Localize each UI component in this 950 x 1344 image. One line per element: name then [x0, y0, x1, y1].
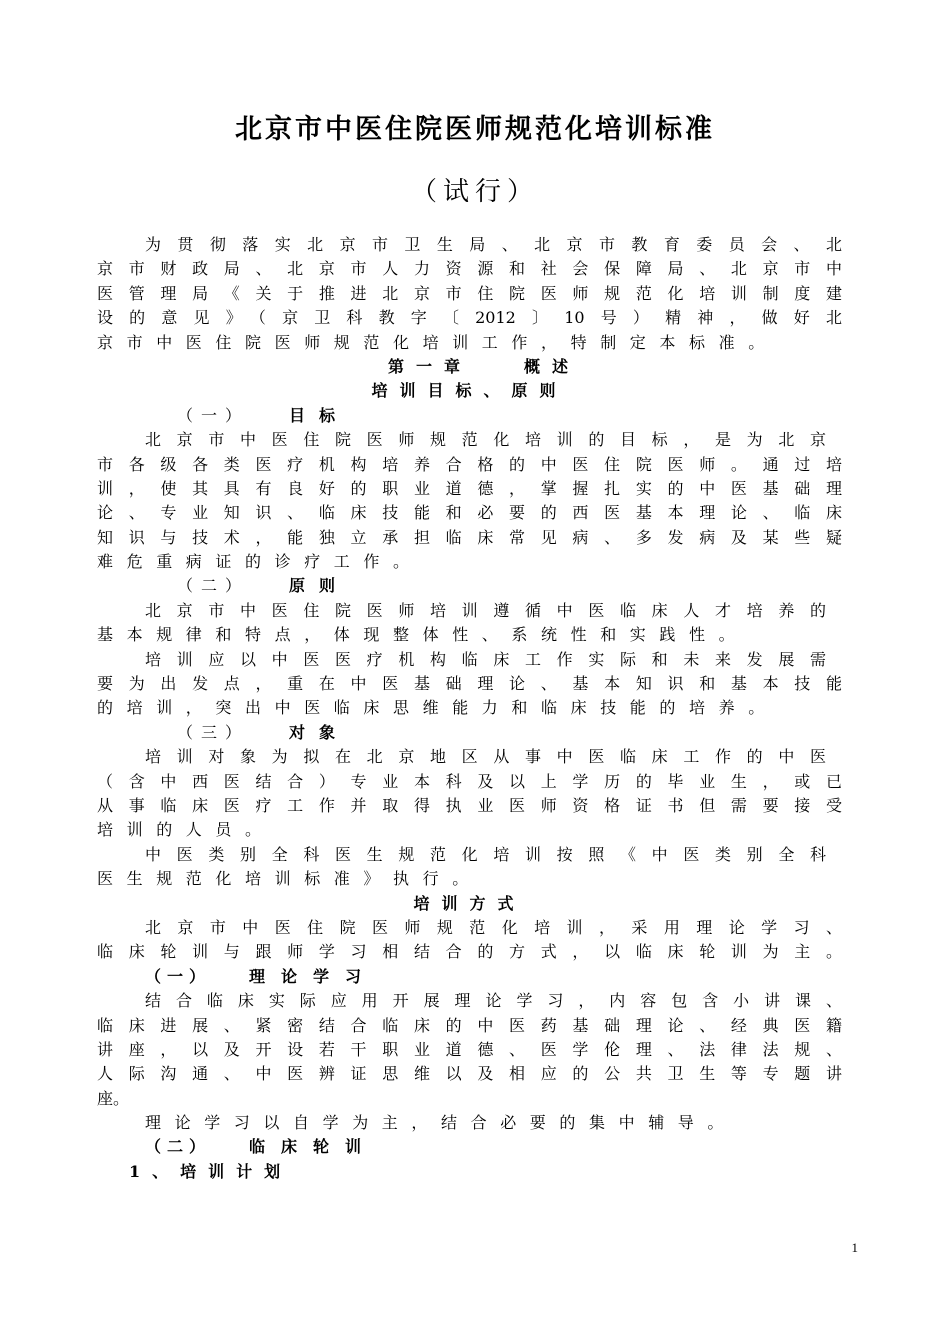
paragraph-line: 临床轮训与跟师学习相结合的方式，以临床轮训为主。 [97, 942, 842, 962]
paragraph-line: 人际沟通、中医辨证思维以及相应的公共卫生等专题讲 [97, 1064, 842, 1084]
paragraph-line: 临床进展、紧密结合临床的中医药基础理论、经典医籍 [97, 1015, 842, 1035]
paragraph-line: 从事临床医疗工作并取得执业医师资格证书但需要接受 [97, 795, 842, 815]
paragraph-line: 北京市中医住院医师培训遵循中医临床人才培养的 [145, 600, 826, 620]
paragraph-line: 医生规范化培训标准》执行。 [97, 869, 482, 889]
paragraph-line: 北京市中医住院医师规范化培训的目标，是为北京 [145, 430, 826, 450]
paragraph-line: 难危重病证的诊疗工作。 [97, 552, 423, 572]
paragraph-line: 讲座，以及开设若干职业道德、医学伦理、法律法规、 [97, 1039, 842, 1059]
subsection-label: （一） [177, 405, 250, 425]
paragraph-line: 的培训，突出中医临床思维能力和临床技能的培养。 [97, 698, 778, 718]
intro-line: 京市中医住院医师规范化培训工作，特制定本标准。 [97, 332, 778, 352]
paragraph-line: 要为出发点，重在中医基础理论、基本知识和基本技能 [97, 674, 842, 694]
page-number: 1 [851, 1240, 858, 1255]
section-heading: 培训方式 [413, 893, 526, 913]
paragraph-line: 市各级各类医疗机构培养合格的中医住院医师。通过培 [97, 454, 842, 474]
subsection-label: （三） [177, 722, 250, 742]
intro-line: 设的意见》（京卫科教字〔2012〕10号）精神，做好北 [97, 308, 842, 328]
chapter-label: 第一章 [388, 356, 473, 376]
paragraph-line: 培训的人员。 [97, 820, 275, 840]
paragraph-line: 理论学习以自学为主，结合必要的集中辅导。 [145, 1113, 738, 1133]
paragraph-line: 北京市中医住院医师规范化培训，采用理论学习、 [145, 917, 842, 937]
document-title: 北京市中医住院医师规范化培训标准 [235, 114, 715, 145]
subsection-label: （二） [177, 576, 250, 596]
intro-line: 京市财政局、北京市人力资源和社会保障局、北京市中 [97, 259, 842, 279]
paragraph-line: 训，使其具有良好的职业道德，掌握扎实的中医基础理 [97, 478, 842, 498]
paragraph-line: 座。 [97, 1088, 130, 1108]
section-heading: 培训目标、原则 [371, 381, 568, 401]
paragraph-line: 基本规律和特点，体现整体性、系统性和实践性。 [97, 625, 749, 645]
paragraph-line: 中医类别全科医生规范化培训按照《中医类别全科 [145, 844, 826, 864]
subsection-title: 对象 [289, 722, 350, 742]
paragraph-line: （含中西医结合）专业本科及以上学历的毕业生，或已 [97, 771, 842, 791]
subsection-title: 目标 [289, 405, 350, 425]
subsection-label: （一） [145, 966, 212, 986]
subsection-title: 原则 [289, 576, 350, 596]
subsection-label: （二） [145, 1137, 212, 1157]
paragraph-line: 论、专业知识、临床技能和必要的西医基本理论、临床 [97, 503, 842, 523]
subsection-title: 理论学习 [249, 966, 378, 986]
chapter-title: 概述 [524, 356, 581, 376]
paragraph-line: 结合临床实际应用开展理论学习，内容包含小讲课、 [145, 991, 842, 1011]
chapter-heading [97, 355, 842, 379]
item-heading-plan: 1、培训计划 [129, 1161, 293, 1181]
subsection-heading-principle [97, 574, 842, 598]
subsection-heading-rotation [97, 1135, 842, 1159]
paragraph-line: 培训对象为拟在北京地区从事中医临床工作的中医 [145, 747, 826, 767]
document-subtitle: （试行） [410, 177, 539, 207]
subsection-heading-goal [97, 404, 842, 428]
paragraph-line: 知识与技术，能独立承担临床常见病、多发病及某些疑 [97, 527, 842, 547]
paragraph-line: 培训应以中医医疗机构临床工作实际和未来发展需 [145, 649, 826, 669]
subsection-heading-theory [97, 965, 842, 989]
document-body [97, 233, 842, 1184]
subsection-heading-target [97, 721, 842, 745]
intro-line: 为贯彻落实北京市卫生局、北京市教育委员会、北 [145, 235, 842, 254]
subsection-title: 临床轮训 [249, 1137, 378, 1157]
intro-line: 医管理局《关于推进北京市住院医师规范化培训制度建 [97, 283, 842, 303]
